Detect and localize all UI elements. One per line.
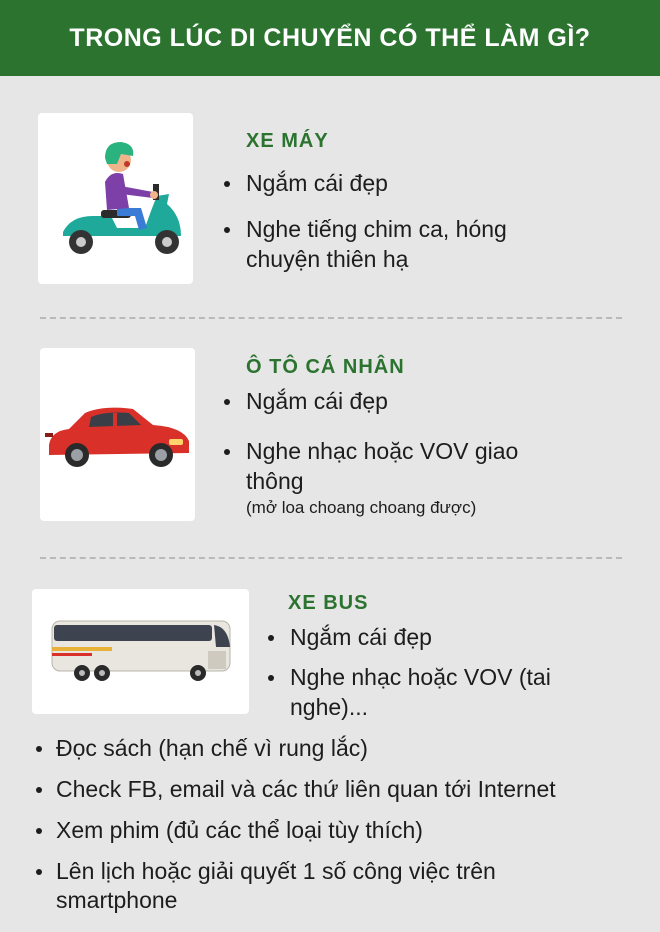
list-item-note: (mở loa choang choang được) bbox=[246, 498, 477, 517]
section-title-xe-may: XE MÁY bbox=[246, 130, 329, 152]
xe-bus-list bbox=[266, 622, 606, 722]
header-banner bbox=[0, 0, 660, 76]
o-to-list bbox=[222, 386, 642, 520]
red-car-icon bbox=[43, 395, 193, 475]
bus-icon bbox=[48, 617, 234, 687]
page-title: TRONG LÚC DI CHUYỂN CÓ THỂ LÀM GÌ? bbox=[69, 23, 591, 52]
extra-activities-list bbox=[34, 734, 654, 927]
list-item: Ngắm cái đẹp bbox=[222, 386, 642, 416]
divider bbox=[40, 557, 622, 559]
list-item: Xem phim (đủ các thể loại tùy thích) bbox=[34, 816, 654, 845]
list-item: Ngắm cái đẹp bbox=[266, 622, 606, 652]
list-item bbox=[222, 436, 546, 520]
xe-may-list bbox=[222, 168, 642, 274]
scooter-card bbox=[38, 113, 193, 284]
bus-card bbox=[32, 589, 249, 714]
list-item: Nghe nhạc hoặc VOV (tai nghe)... bbox=[266, 662, 580, 722]
scooter-rider-icon bbox=[41, 124, 191, 274]
section-title-o-to: Ô TÔ CÁ NHÂN bbox=[246, 356, 405, 378]
divider bbox=[40, 317, 622, 319]
list-item: Nghe tiếng chim ca, hóng chuyện thiên hạ bbox=[222, 214, 536, 274]
list-item-text: Nghe nhạc hoặc VOV giao thông bbox=[246, 438, 519, 494]
list-item: Đọc sách (hạn chế vì rung lắc) bbox=[34, 734, 654, 763]
list-item: Lên lịch hoặc giải quyết 1 số công việc trên smartphone bbox=[34, 857, 586, 915]
list-item: Ngắm cái đẹp bbox=[222, 168, 642, 198]
car-card bbox=[40, 348, 195, 521]
section-title-xe-bus: XE BUS bbox=[288, 592, 369, 614]
list-item: Check FB, email và các thứ liên quan tới Internet bbox=[34, 775, 654, 804]
